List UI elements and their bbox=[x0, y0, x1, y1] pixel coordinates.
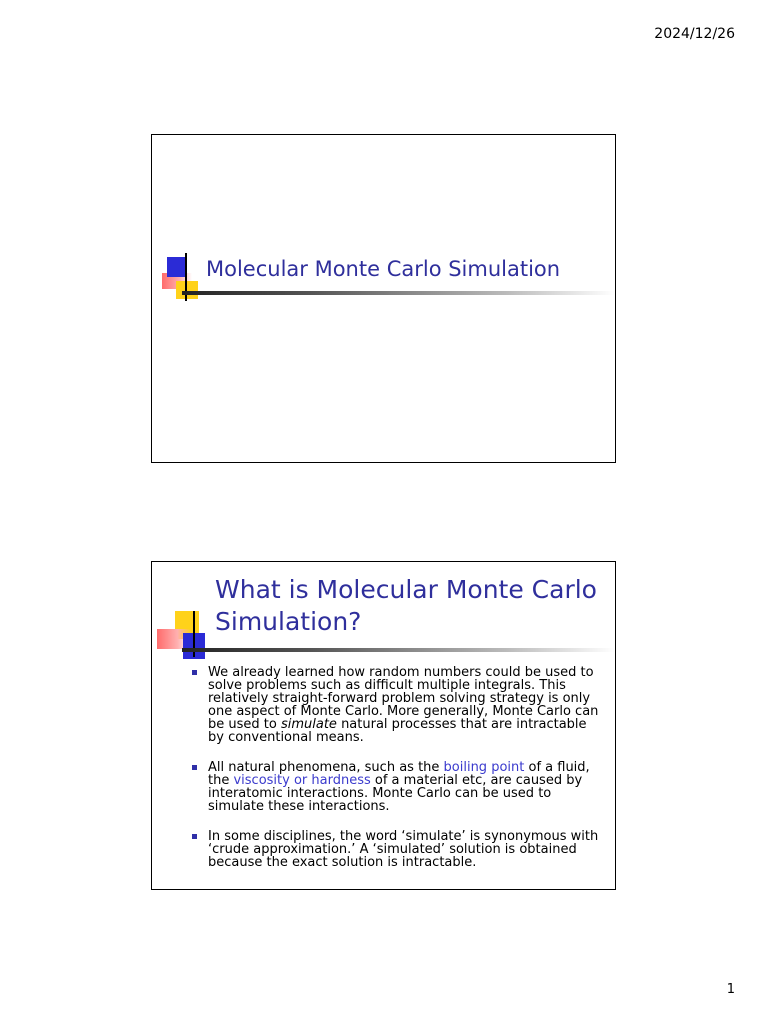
bullet-1-text-b: natural processes that are intractable by conventional means. bbox=[208, 717, 587, 745]
slide-1 bbox=[151, 134, 616, 463]
bullet-2-text-c: of a material etc, are caused by interatomic interactions. Monte Carlo can be used to simulate these interactions. bbox=[208, 773, 583, 814]
square-bullet-icon bbox=[192, 670, 197, 675]
page-date: 2024/12/26 bbox=[654, 26, 735, 42]
slide-2-title: What is Molecular Monte Carlo Simulation? bbox=[215, 575, 597, 636]
bullet-3-text: In some disciplines, the word ‘simulate’ is synonymous with ‘crude approximation.’ A ‘simulated’ solution is obtained because the exact solution is intractable. bbox=[208, 829, 599, 870]
square-bullet-icon bbox=[192, 834, 197, 839]
title-underline bbox=[182, 648, 615, 652]
title-underline bbox=[182, 291, 615, 295]
bullet-2-text-b: of a fluid, the bbox=[208, 760, 590, 788]
page-number: 1 bbox=[726, 982, 735, 997]
bullet-1-emphasis: simulate bbox=[280, 717, 337, 732]
list-item bbox=[190, 830, 602, 869]
bullet-list bbox=[190, 666, 602, 886]
bullet-2-highlight-boiling-point: boiling point bbox=[443, 760, 525, 775]
square-bullet-icon bbox=[192, 765, 197, 770]
bullet-2-text-a: All natural phenomena, such as the bbox=[208, 760, 444, 775]
bullet-1-text-a: We already learned how random numbers could be used to solve problems such as difficult multiple integrals. This relatively straight-forward problem solving strategy is only one aspect of Monte Carlo. More generally, Monte Carlo can be used to bbox=[208, 665, 599, 732]
slide-2 bbox=[151, 561, 616, 890]
list-item bbox=[190, 666, 602, 744]
bullet-2-highlight-viscosity: viscosity or hardness bbox=[233, 773, 371, 788]
slide-1-title: Molecular Monte Carlo Simulation bbox=[206, 257, 561, 281]
list-item bbox=[190, 761, 602, 813]
